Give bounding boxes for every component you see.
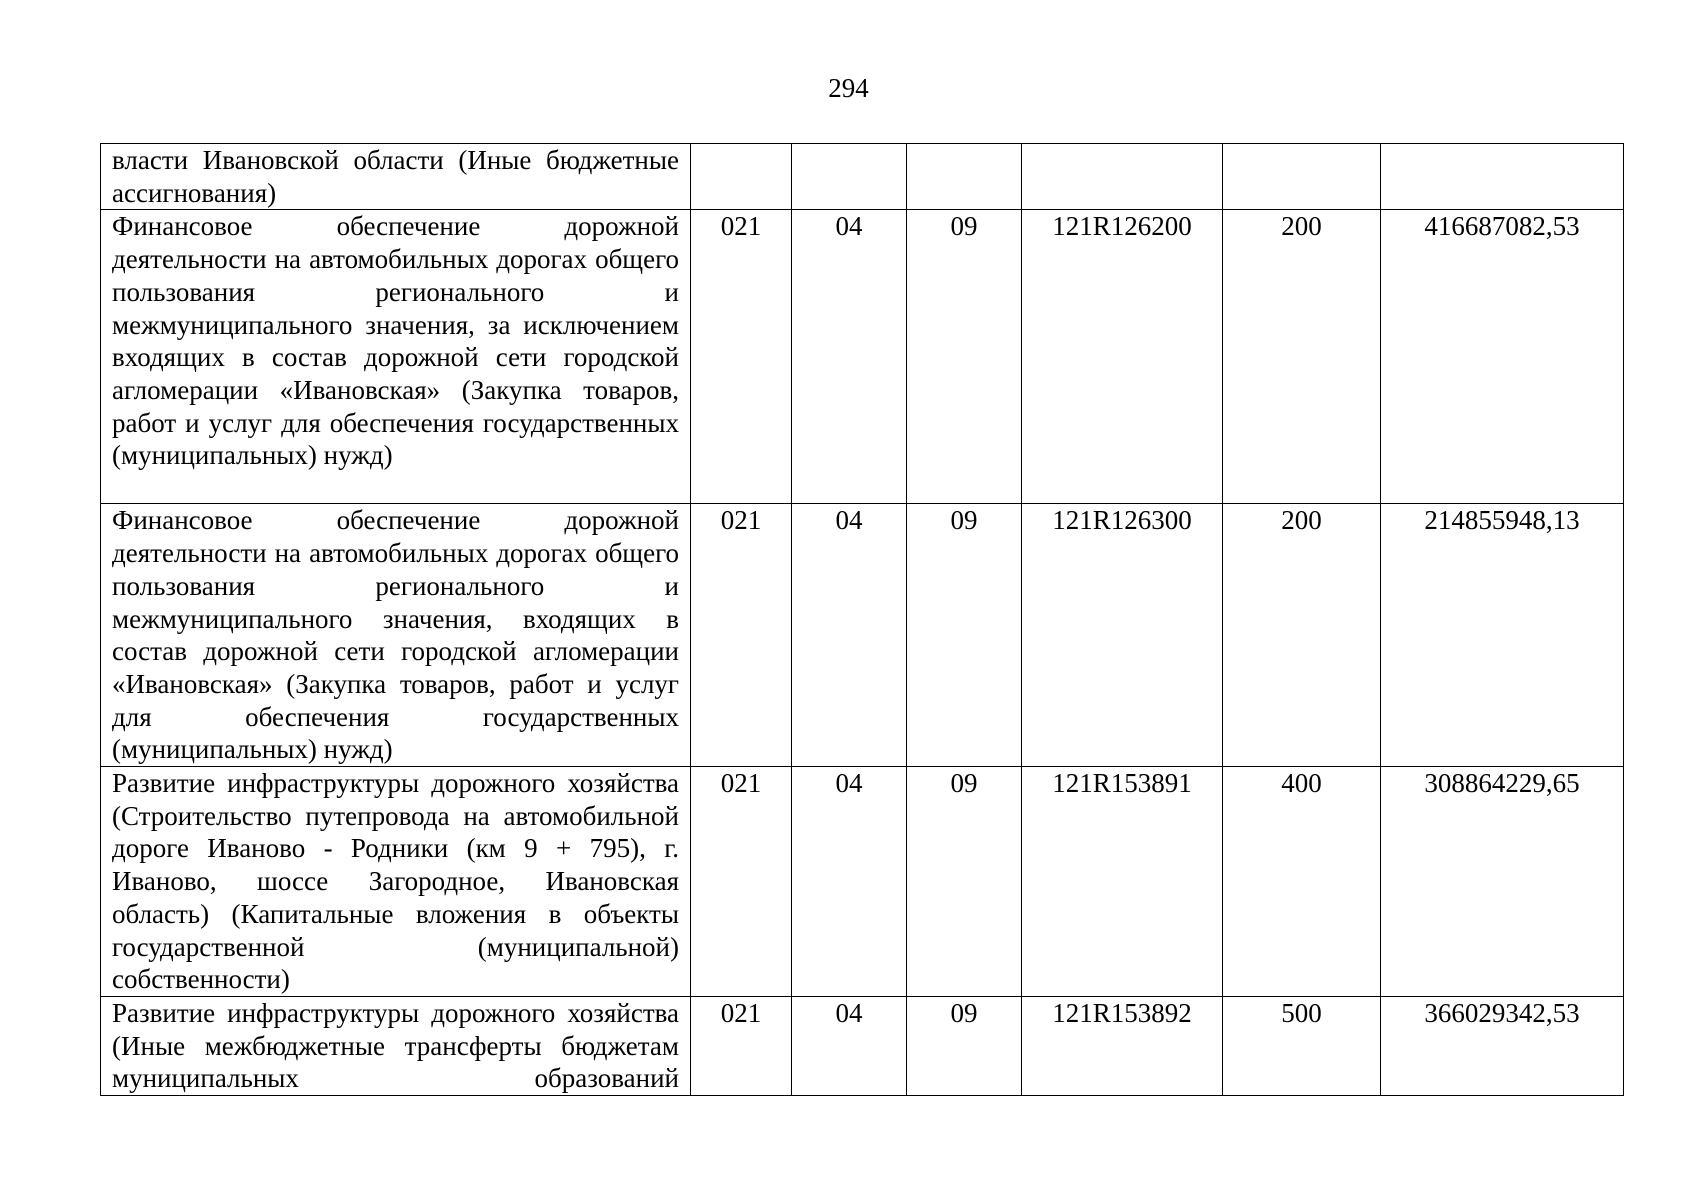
ministry-code: 021 (691, 210, 792, 504)
target-article-code: 121R126200 (1022, 210, 1223, 504)
budget-table (100, 143, 1624, 1096)
section-code: 04 (792, 996, 907, 1095)
subsection-code (907, 144, 1022, 210)
section-code: 04 (792, 767, 907, 997)
target-article-code: 121R153892 (1022, 996, 1223, 1095)
target-article-code: 121R153891 (1022, 767, 1223, 997)
expense-type-code: 200 (1223, 210, 1381, 504)
amount-value: 366029342,53 (1381, 996, 1624, 1095)
expense-type-code: 500 (1223, 996, 1381, 1095)
expense-type-code: 400 (1223, 767, 1381, 997)
section-code: 04 (792, 504, 907, 767)
target-article-code: 121R126300 (1022, 504, 1223, 767)
section-code (792, 144, 907, 210)
table-row (101, 210, 1624, 504)
target-article-code (1022, 144, 1223, 210)
row-description: Финансовое обеспечение дорожной деятельности на автомобильных дорогах общего пользования регионального и межмуниципального значения, входящих в состав дорожной сети городской агломерации «Ивановская» (Закупка товаров, работ и услуг для обеспечения государственных (муниципальных) нужд) (101, 504, 691, 767)
ministry-code (691, 144, 792, 210)
ministry-code: 021 (691, 504, 792, 767)
subsection-code: 09 (907, 996, 1022, 1095)
row-description: Финансовое обеспечение дорожной деятельности на автомобильных дорогах общего пользования регионального и межмуниципального значения, за исключением входящих в состав дорожной сети городской агломерации «Ивановская» (Закупка товаров, работ и услуг для обеспечения государственных (муниципальных) нужд) (101, 210, 691, 504)
page-number: 294 (828, 73, 869, 103)
expense-type-code: 200 (1223, 504, 1381, 767)
ministry-code: 021 (691, 767, 792, 997)
expense-type-code (1223, 144, 1381, 210)
table-row (101, 144, 1624, 210)
subsection-code: 09 (907, 210, 1022, 504)
table-row (101, 504, 1624, 767)
amount-value: 416687082,53 (1381, 210, 1624, 504)
subsection-code: 09 (907, 767, 1022, 997)
table-row (101, 996, 1624, 1095)
section-code: 04 (792, 210, 907, 504)
amount-value: 308864229,65 (1381, 767, 1624, 997)
amount-value (1381, 144, 1624, 210)
amount-value: 214855948,13 (1381, 504, 1624, 767)
row-description: Развитие инфраструктуры дорожного хозяйства (Строительство путепровода на автомобильной дороге Иваново - Родники (км 9 + 795), г. Иваново, шоссе Загородное, Ивановская область) (Капитальные вложения в объекты государственной (муниципальной) собственности) (101, 767, 691, 997)
table-row (101, 767, 1624, 997)
row-description: Развитие инфраструктуры дорожного хозяйства (Иные межбюджетные трансферты бюджетам муниципальных образований (101, 996, 691, 1095)
subsection-code: 09 (907, 504, 1022, 767)
ministry-code: 021 (691, 996, 792, 1095)
row-description: власти Ивановской области (Иные бюджетные ассигнования) (101, 144, 691, 210)
